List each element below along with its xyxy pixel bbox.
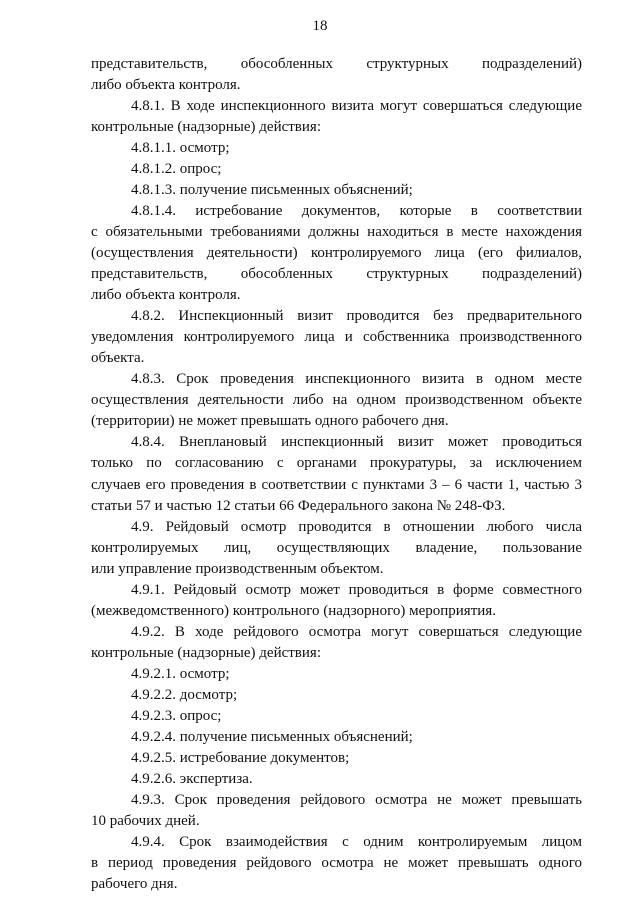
text-line: 4.8.4. Внеплановый инспекционный визит может проводиться [131,434,582,451]
text-line: 4.9.2. В ходе рейдового осмотра могут совершаться следующие [131,623,582,640]
text-line: 4.8.1.3. получение письменных объяснений; [131,182,413,199]
text-line: либо объекта контроля. [91,77,241,94]
text-line: 4.9.2.2. досмотр; [131,686,238,703]
text-line: контрольные (надзорные) действия: [91,644,321,661]
text-line: 4.8.1.1. осмотр; [131,140,230,157]
text-line: представительств, обособленных структурных подразделений) [91,266,582,283]
text-line: осуществления деятельности либо на одном производственном объекте [91,392,582,409]
page-number: 18 [312,18,328,34]
text-line: (осуществления деятельности) контролируемого лица (его филиалов, [91,245,582,262]
text-line: 4.9.3. Срок проведения рейдового осмотра не может превышать [131,791,582,808]
text-line: либо объекта контроля. [91,287,241,304]
text-line: или управление производственным объектом. [91,560,384,577]
text-line: (территории) не может превышать одного рабочего дня. [91,413,449,430]
text-line: контролируемых лиц, осуществляющих владение, пользование [91,539,582,556]
text-line: 4.8.3. Срок проведения инспекционного визита в одном месте [131,371,582,388]
text-line: 10 рабочих дней. [91,812,200,829]
text-line: 4.8.2. Инспекционный визит проводится без предварительного [131,308,582,325]
text-line: представительств, обособленных структурных подразделений) [91,56,582,72]
text-line: в период проведения рейдового осмотра не может превышать одного [91,854,582,871]
text-line: 4.9.2.5. истребование документов; [131,749,350,766]
text-line: случаев его проведения в соответствии с пунктами 3 – 6 части 1, частью 3 [91,476,582,493]
text-line: объекта. [91,350,145,367]
text-line: статьи 57 и частью 12 статьи 66 Федерального закона № 248-ФЗ. [91,497,506,514]
text-line: 4.9.4. Срок взаимодействия с одним контролируемым лицом [131,833,582,850]
text-line: контрольные (надзорные) действия: [91,119,321,136]
text-line: с обязательными требованиями должны находиться в месте нахождения [91,224,582,241]
text-line: только по согласованию с органами прокуратуры, за исключением [91,455,582,472]
text-line: 4.9. Рейдовый осмотр проводится в отношении любого числа [131,518,582,535]
text-line: 4.8.1. В ходе инспекционного визита могут совершаться следующие [131,98,582,115]
text-line: 4.9.2.1. осмотр; [131,665,230,682]
text-line: 4.9.2.6. экспертиза. [131,770,253,787]
text-line: (межведомственного) контрольного (надзорного) мероприятия. [91,602,496,619]
text-line: 4.8.1.4. истребование документов, которые в соответствии [131,203,582,220]
text-line: уведомления контролируемого лица и собственника производственного [91,329,582,346]
text-line: рабочего дня. [91,875,178,892]
text-line: 4.9.2.4. получение письменных объяснений; [131,728,413,745]
text-line: 4.8.1.2. опрос; [131,161,222,178]
text-line: 4.9.2.3. опрос; [131,707,222,724]
text-line: 4.9.1. Рейдовый осмотр может проводиться в форме совместного [131,581,582,598]
